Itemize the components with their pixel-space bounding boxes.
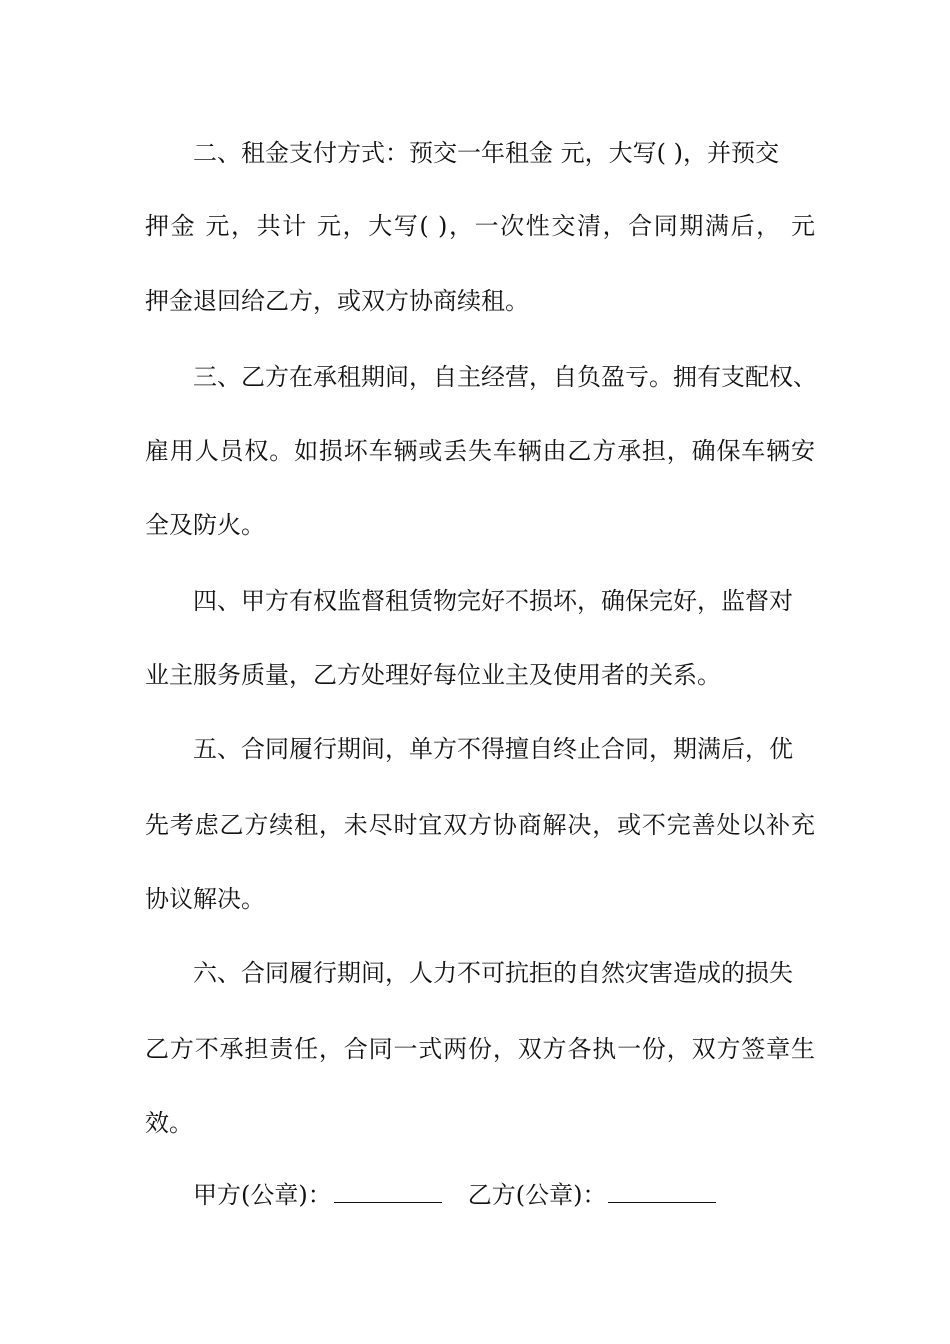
party-a-label: 甲方(公章)： <box>193 1181 332 1209</box>
clause-5-line-2: 先考虑乙方续租，未尽时宜双方协商解决，或不完善处以补充 <box>145 811 815 839</box>
party-b-signature-blank[interactable] <box>608 1180 716 1203</box>
clause-4-line-2: 业主服务质量，乙方处理好每位业主及使用者的关系。 <box>145 661 721 689</box>
clause-3-line-2: 雇用人员权。如损坏车辆或丢失车辆由乙方承担，确保车辆安 <box>145 437 815 465</box>
clause-6-line-2: 乙方不承担责任，合同一式两份，双方各执一份，双方签章生 <box>145 1035 815 1063</box>
signature-row <box>193 1180 742 1214</box>
clause-4-line-1: 四、甲方有权监督租赁物完好不损坏，确保完好，监督对 <box>193 587 793 615</box>
clause-2-line-3: 押金退回给乙方，或双方协商续租。 <box>145 287 529 315</box>
clause-3-line-1: 三、乙方在承租期间，自主经营，自负盈亏。拥有支配权、 <box>193 363 817 391</box>
clause-2-line-1: 二、租金支付方式：预交一年租金 元，大写( )，并预交 <box>193 139 779 167</box>
clause-5-line-1: 五、合同履行期间，单方不得擅自终止合同，期满后，优 <box>193 735 793 763</box>
clause-6-line-3: 效。 <box>145 1109 193 1137</box>
clause-3-line-3: 全及防火。 <box>145 511 265 539</box>
clause-2-line-2: 押金 元，共计 元，大写( )，一次性交清，合同期满后， 元 <box>145 212 815 240</box>
clause-6-line-1: 六、合同履行期间，人力不可抗拒的自然灾害造成的损失 <box>193 959 793 987</box>
party-a-signature-blank[interactable] <box>334 1180 442 1203</box>
party-b-label: 乙方(公章)： <box>467 1181 607 1209</box>
clause-5-line-3: 协议解决。 <box>145 885 265 913</box>
